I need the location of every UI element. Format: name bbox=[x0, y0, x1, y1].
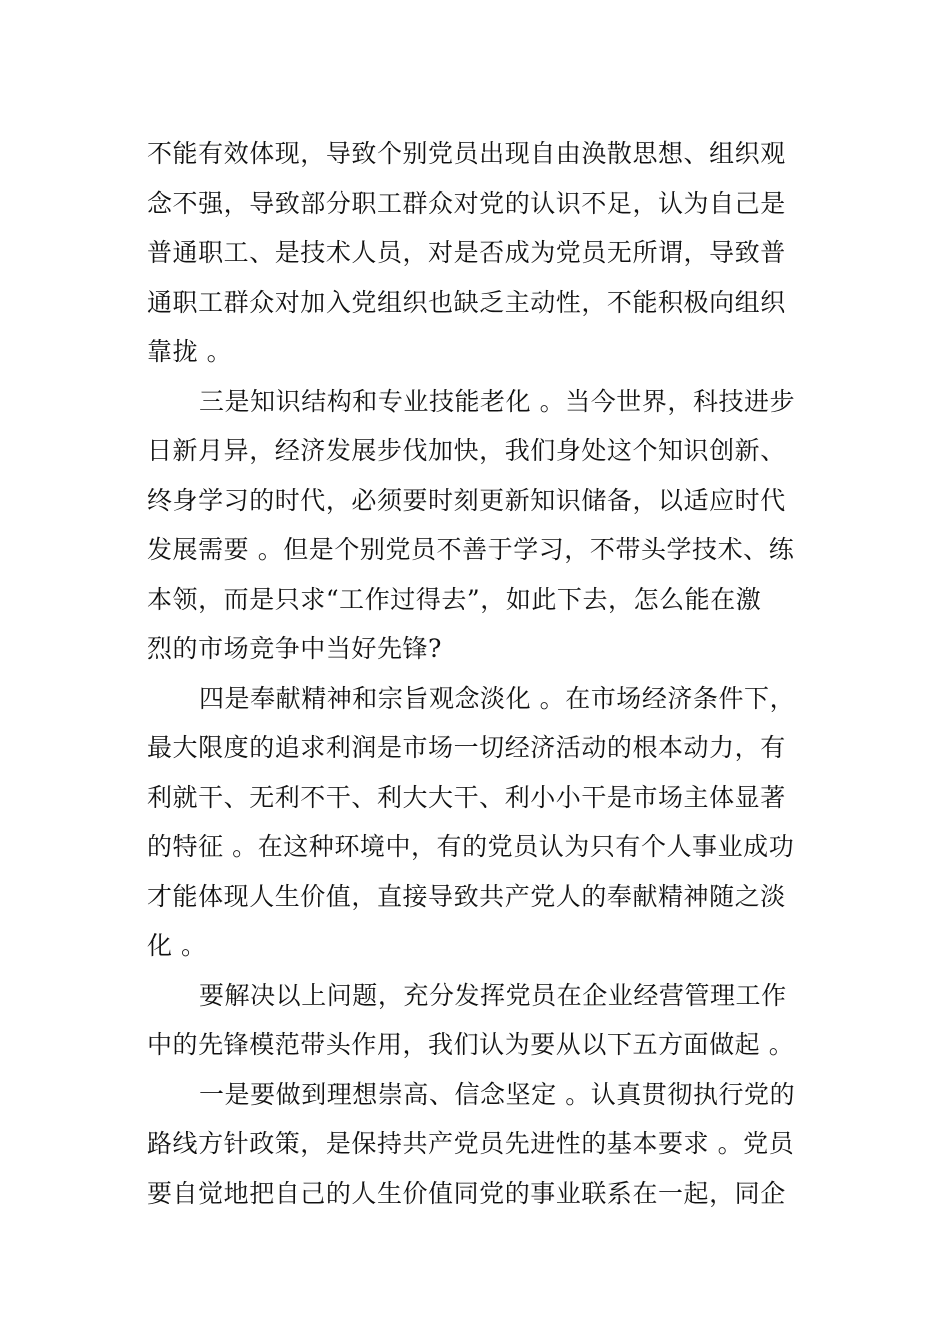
paragraph-first-line: 要解决以上问题，充分发挥党员在企业经营管理工作 bbox=[199, 980, 787, 1010]
text-line: 靠拢 。 bbox=[147, 337, 233, 366]
text-line: 路线方针政策，是保持共产党员先进性的基本要求 。党员 bbox=[147, 1129, 795, 1158]
text-line: 最大限度的追求利润是市场一切经济活动的根本动力，有 bbox=[147, 733, 786, 762]
text-line: 通职工群众对加入党组织也缺乏主动性，不能积极向组织 bbox=[147, 287, 786, 317]
text-line: 发展需要 。但是个别党员不善于学习，不带头学技术、练 bbox=[147, 535, 795, 564]
text-line: 本领，而是只求“工作过得去”，如此下去，怎么能在激 bbox=[147, 584, 762, 614]
text-line: 念不强，导致部分职工群众对党的认识不足，认为自己是 bbox=[147, 188, 786, 218]
text-line: 中的先锋模范带头作用，我们认为要从以下五方面做起 。 bbox=[147, 1030, 795, 1059]
text-line: 终身学习的时代，必须要时刻更新知识储备，以适应时代 bbox=[147, 485, 786, 515]
document-body bbox=[147, 129, 797, 1218]
text-line: 才能体现人生价值，直接导致共产党人的奉献精神随之淡 bbox=[147, 881, 786, 911]
text-line: 烈的市场竞争中当好先锋? bbox=[147, 634, 443, 663]
text-line: 的特征 。在这种环境中，有的党员认为只有个人事业成功 bbox=[147, 832, 795, 861]
paragraph-first-line: 一是要做到理想崇高、信念坚定 。认真贯彻执行党的 bbox=[199, 1079, 796, 1109]
text-line: 不能有效体现，导致个别党员出现自由涣散思想、组织观 bbox=[147, 139, 786, 168]
paragraph-first-line: 三是知识结构和专业技能老化 。当今世界，科技进步 bbox=[199, 386, 796, 416]
text-line: 日新月异，经济发展步伐加快，我们身处这个知识创新、 bbox=[147, 436, 786, 465]
text-line: 化 。 bbox=[147, 931, 207, 960]
text-line: 要自觉地把自己的人生价值同党的事业联系在一起，同企 bbox=[147, 1178, 786, 1208]
text-line: 普通职工、是技术人员，对是否成为党员无所谓，导致普 bbox=[147, 238, 786, 267]
paragraph-first-line: 四是奉献精神和宗旨观念淡化 。在市场经济条件下， bbox=[199, 683, 796, 713]
text-line: 利就干、无利不干、利大大干、利小小干是市场主体显著 bbox=[147, 782, 786, 812]
